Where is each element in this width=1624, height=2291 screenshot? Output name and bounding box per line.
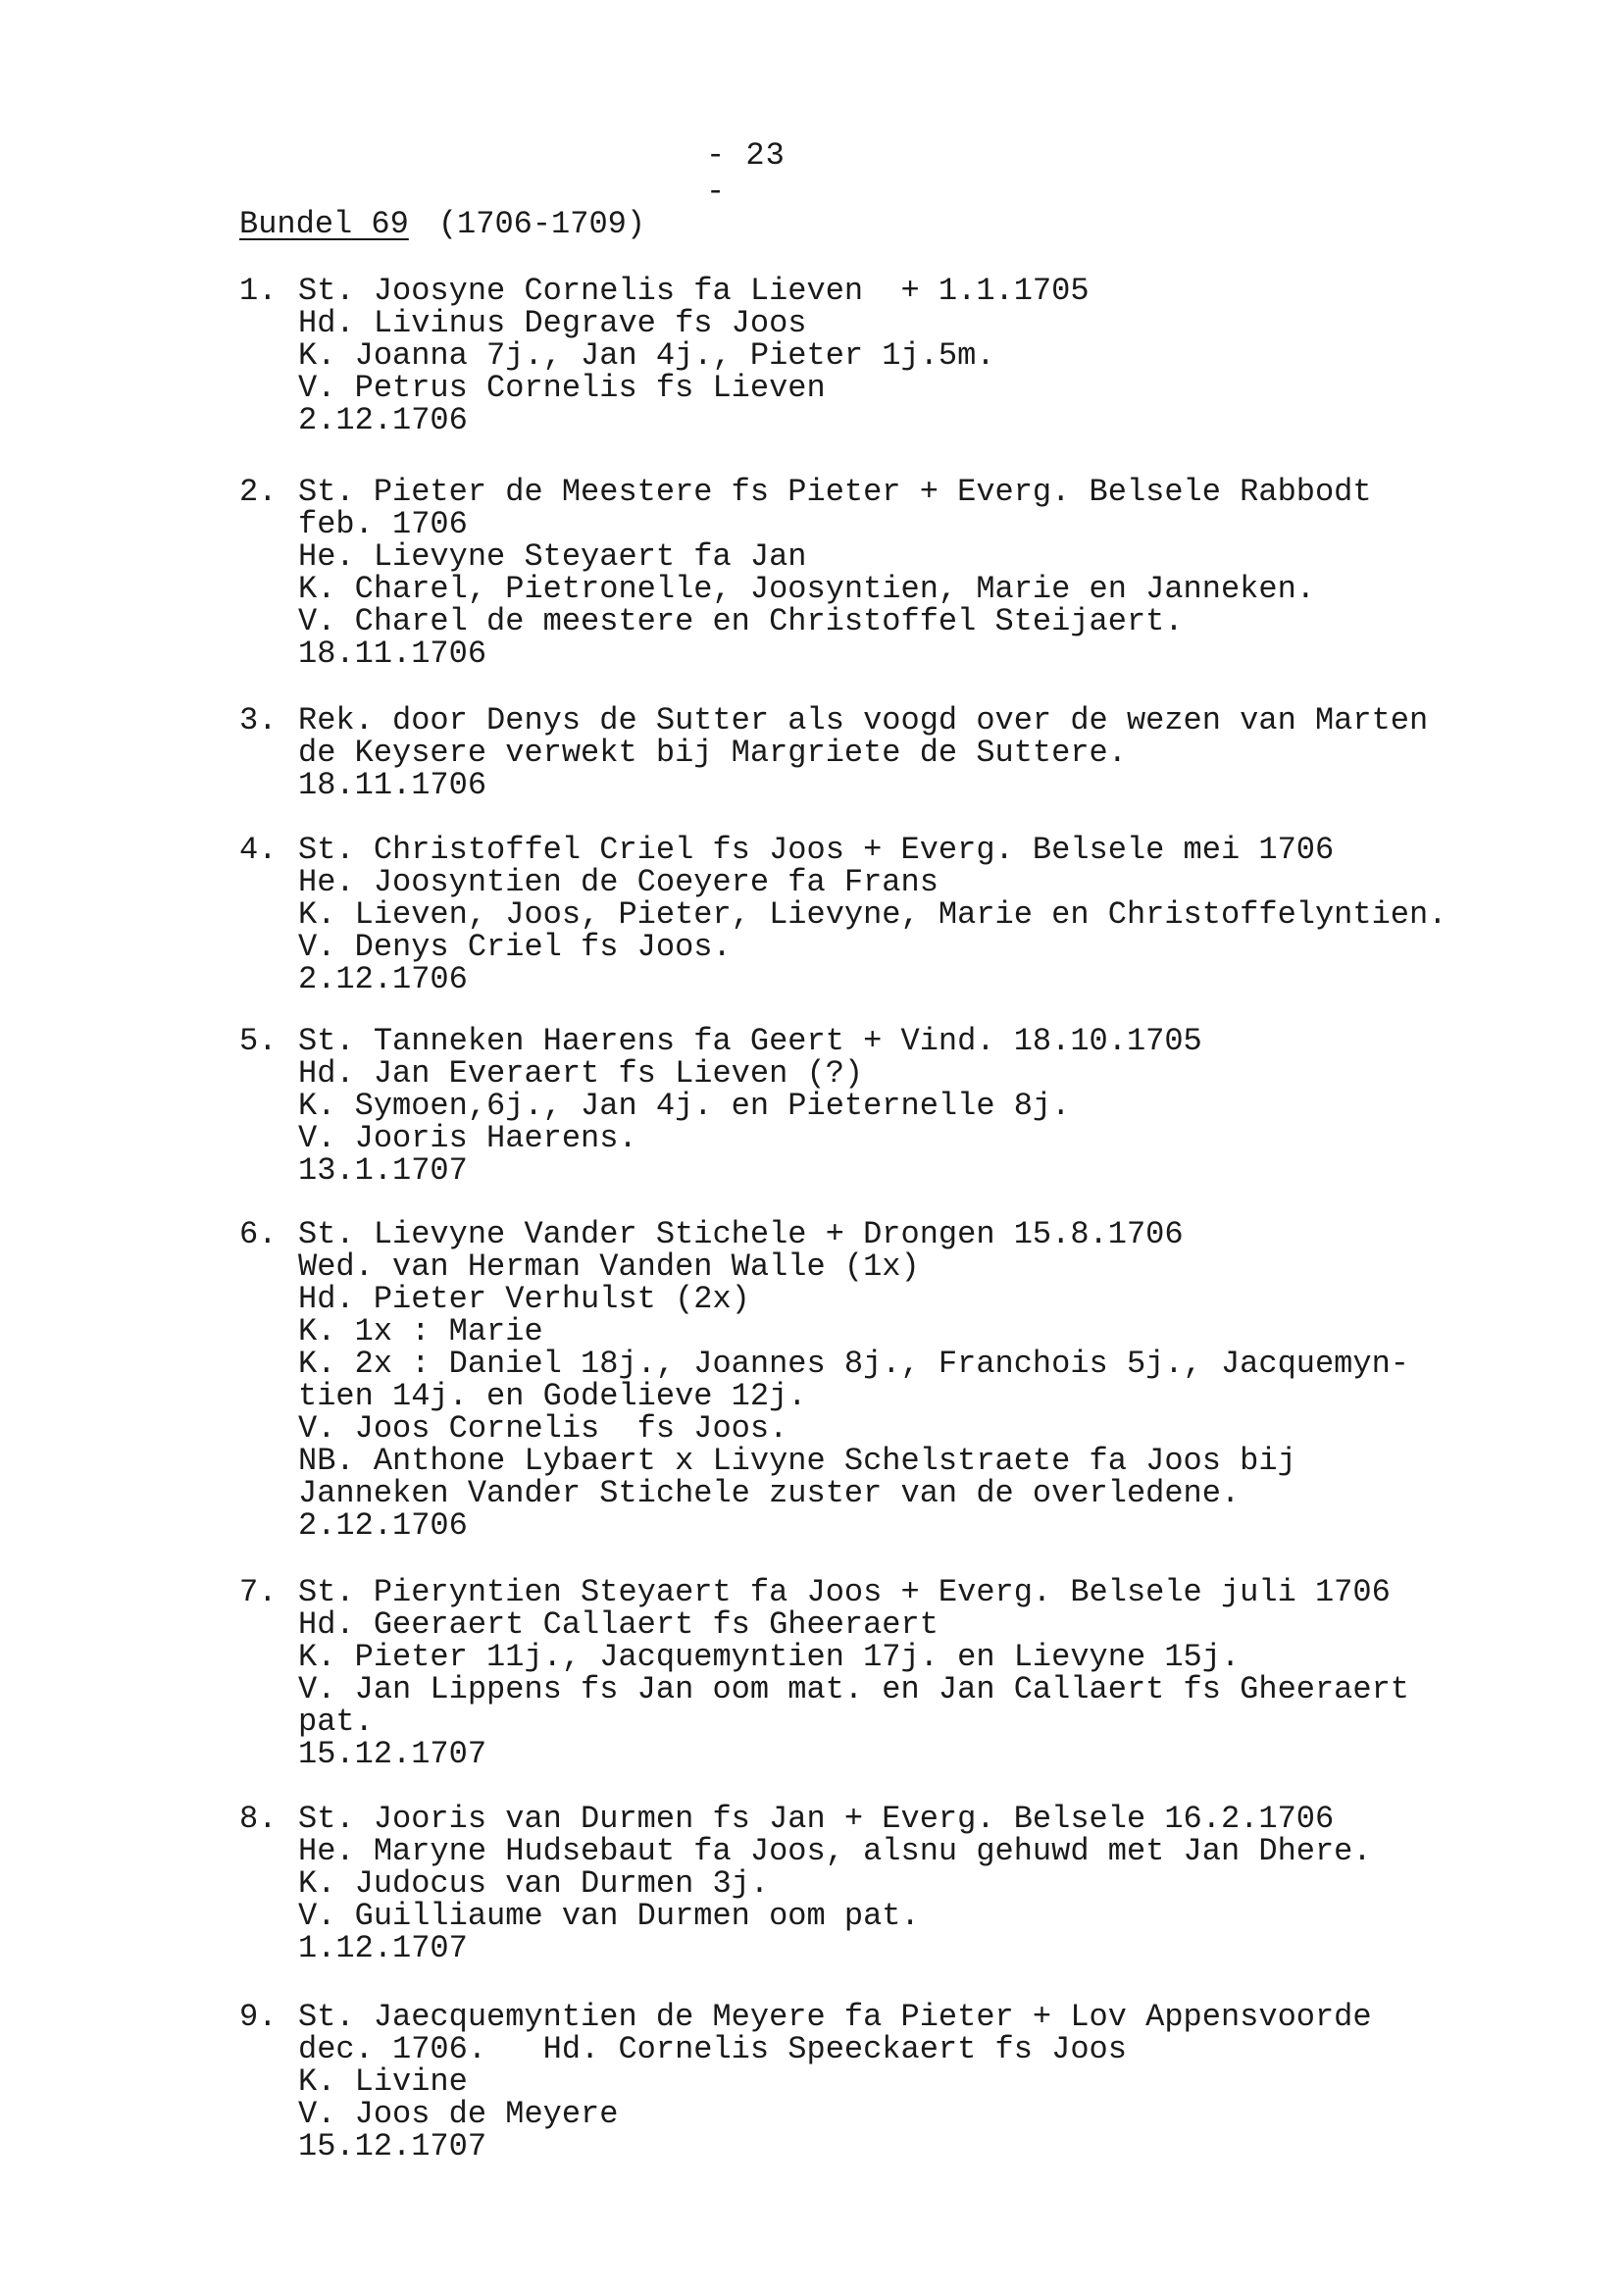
entry-line: St. Christoffel Criel fs Joos + Everg. Belsele mei 1706 — [298, 832, 1335, 868]
entry-line: V. Jooris Haerens. — [298, 1120, 637, 1156]
entry-line: K. Livine — [298, 2063, 468, 2100]
entry-line: 13.1.1707 — [298, 1152, 468, 1189]
entry-text — [298, 1803, 1372, 1964]
entry-line: K. Lieven, Joos, Pieter, Lievyne, Marie en Christoffelyntien. — [298, 896, 1447, 933]
entry-line: dec. 1706. Hd. Cornelis Speeckaert fs Joos — [298, 2031, 1127, 2067]
entry-line: V. Joos Cornelis fs Joos. — [298, 1410, 788, 1447]
bundle-heading — [239, 206, 645, 242]
entry-line: Hd. Jan Everaert fs Lieven (?) — [298, 1055, 864, 1092]
entry-text — [298, 476, 1372, 670]
entry-text — [298, 834, 1446, 995]
entry-line: Rek. door Denys de Sutter als voogd over de wezen van Marten — [298, 702, 1429, 738]
entry-line: He. Joosyntien de Coeyere fa Frans — [298, 864, 939, 900]
page-number: - 23 - — [706, 137, 786, 210]
entry-line: K. Joanna 7j., Jan 4j., Pieter 1j.5m. — [298, 337, 995, 374]
entry-line: de Keysere verwekt bij Margriete de Suttere. — [298, 735, 1127, 771]
entry-number: 1. — [239, 273, 278, 309]
entry-line: Hd. Pieter Verhulst (2x) — [298, 1281, 750, 1317]
entry-line: Wed. van Herman Vanden Walle (1x) — [298, 1248, 920, 1285]
entry-text — [298, 275, 1090, 436]
entry-line: Hd. Geeraert Callaert fs Gheeraert — [298, 1606, 939, 1643]
entry-line: St. Lievyne Vander Stichele + Drongen 15.8.1706 — [298, 1216, 1184, 1252]
entry-line: V. Petrus Cornelis fs Lieven — [298, 370, 826, 406]
entry-line: Hd. Livinus Degrave fs Joos — [298, 305, 807, 341]
entry-line: V. Guilliaume van Durmen oom pat. — [298, 1898, 920, 1934]
entry-text — [298, 1025, 1202, 1187]
entry-line: feb. 1706 — [298, 506, 468, 542]
entry-line: V. Charel de meestere en Christoffel Steijaert. — [298, 603, 1184, 639]
entry-number: 8. — [239, 1801, 278, 1837]
entry-number: 6. — [239, 1216, 278, 1252]
entry-line: He. Lievyne Steyaert fa Jan — [298, 538, 807, 575]
entry-line: K. Pieter 11j., Jacquemyntien 17j. en Lievyne 15j. — [298, 1639, 1241, 1675]
entry-line: 15.12.1707 — [298, 2128, 487, 2164]
bundle-years: (1706-1709) — [437, 206, 646, 242]
bundle-title: Bundel 69 — [239, 206, 409, 242]
entry-line: Janneken Vander Stichele zuster van de overledene. — [298, 1475, 1241, 1511]
entry-number: 5. — [239, 1023, 278, 1059]
entry-line: 2.12.1706 — [298, 402, 468, 438]
entry-line: St. Jooris van Durmen fs Jan + Everg. Belsele 16.2.1706 — [298, 1801, 1335, 1837]
entry-line: 2.12.1706 — [298, 961, 468, 997]
entry-line: St. Jaecquemyntien de Meyere fa Pieter + Lov Appensvoorde — [298, 1999, 1372, 2035]
entry-number: 3. — [239, 702, 278, 738]
entry-text — [298, 1576, 1409, 1770]
entry-line: 2.12.1706 — [298, 1507, 468, 1544]
entry-line: St. Tanneken Haerens fa Geert + Vind. 18.10.1705 — [298, 1023, 1202, 1059]
entry-number: 2. — [239, 474, 278, 510]
entry-line: 18.11.1706 — [298, 636, 487, 672]
entry-line: K. 2x : Daniel 18j., Joannes 8j., Franchois 5j., Jacquemyn- — [298, 1346, 1409, 1382]
entry-line: He. Maryne Hudsebaut fa Joos, alsnu gehuwd met Jan Dhere. — [298, 1833, 1372, 1869]
entry-line: V. Jan Lippens fs Jan oom mat. en Jan Callaert fs Gheeraert — [298, 1671, 1409, 1707]
entry-line: pat. — [298, 1704, 374, 1740]
entry-line: K. Symoen,6j., Jan 4j. en Pieternelle 8j. — [298, 1088, 1071, 1124]
entry-line: St. Joosyne Cornelis fa Lieven + 1.1.1705 — [298, 273, 1090, 309]
entry-line: K. Judocus van Durmen 3j. — [298, 1865, 770, 1902]
entry-line: V. Denys Criel fs Joos. — [298, 929, 732, 965]
entry-number: 4. — [239, 832, 278, 868]
entry-line: St. Pieryntien Steyaert fa Joos + Everg. Belsele juli 1706 — [298, 1574, 1391, 1610]
entry-line: 18.11.1706 — [298, 767, 487, 803]
entry-number: 9. — [239, 1999, 278, 2035]
entry-text — [298, 1218, 1409, 1542]
entry-line: NB. Anthone Lybaert x Livyne Schelstraete fa Joos bij — [298, 1443, 1296, 1479]
entry-line: K. 1x : Marie — [298, 1313, 543, 1349]
entry-text — [298, 704, 1428, 801]
entry-line: St. Pieter de Meestere fs Pieter + Everg. Belsele Rabbodt — [298, 474, 1372, 510]
entry-line: 1.12.1707 — [298, 1930, 468, 1966]
entry-line: tien 14j. en Godelieve 12j. — [298, 1378, 807, 1414]
entry-line: 15.12.1707 — [298, 1736, 487, 1772]
entry-line: V. Joos de Meyere — [298, 2096, 619, 2132]
entry-number: 7. — [239, 1574, 278, 1610]
entry-text — [298, 2001, 1372, 2163]
entry-line: K. Charel, Pietronelle, Joosyntien, Marie en Janneken. — [298, 571, 1315, 607]
